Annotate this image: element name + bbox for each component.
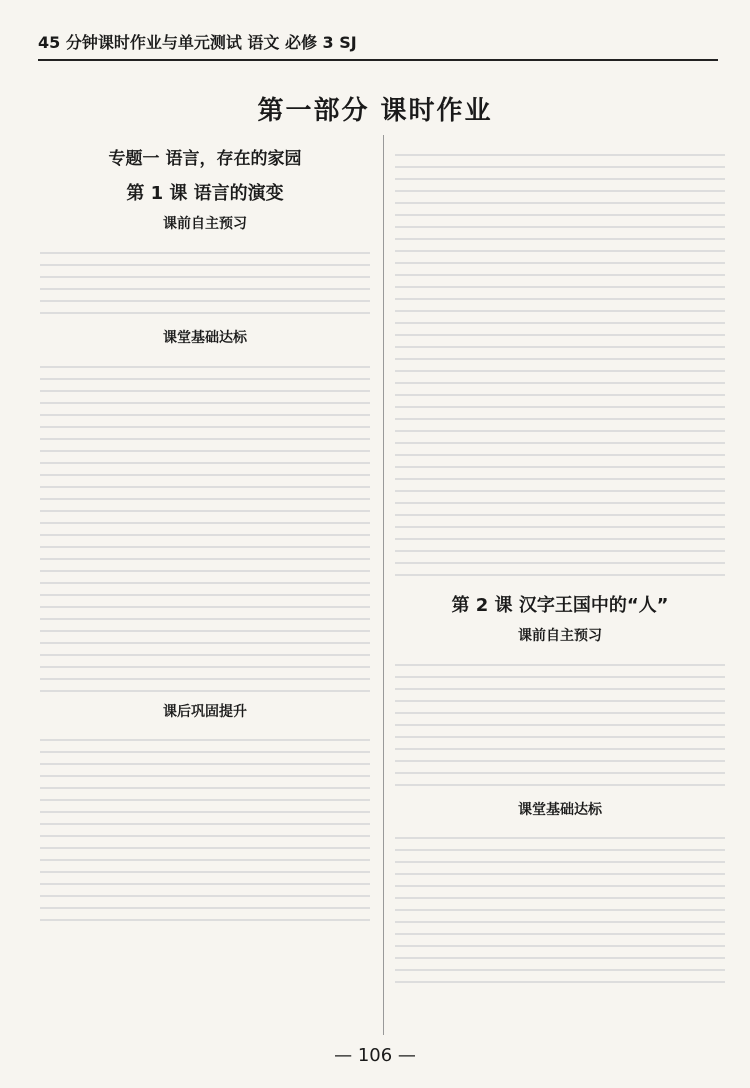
part-title: 第一部分 课时作业 (257, 96, 493, 126)
body-text-block (40, 729, 370, 929)
left-column (40, 140, 370, 933)
section-pre-study-2: 课前自主预习 (518, 627, 602, 644)
page-number: — 106 — (334, 1045, 416, 1066)
body-text-block (395, 144, 725, 584)
column-divider (383, 135, 384, 1035)
right-column (395, 140, 725, 991)
body-text-block (40, 356, 370, 696)
topic-heading: 专题一 语言，存在的家园 (108, 149, 302, 169)
body-text-block (40, 242, 370, 322)
section-class-basics: 课堂基础达标 (163, 329, 247, 346)
body-text-block (395, 827, 725, 987)
section-after-class: 课后巩固提升 (163, 703, 247, 720)
section-class-basics-2: 课堂基础达标 (518, 801, 602, 818)
book-header: 45 分钟课时作业与单元测试 语文 必修 3 SJ (38, 30, 718, 61)
body-text-block (395, 654, 725, 794)
section-pre-study: 课前自主预习 (163, 216, 247, 233)
lesson2-heading: 第 2 课 汉字王国中的“人” (451, 595, 669, 616)
lesson1-heading: 第 1 课 语言的演变 (126, 183, 284, 205)
